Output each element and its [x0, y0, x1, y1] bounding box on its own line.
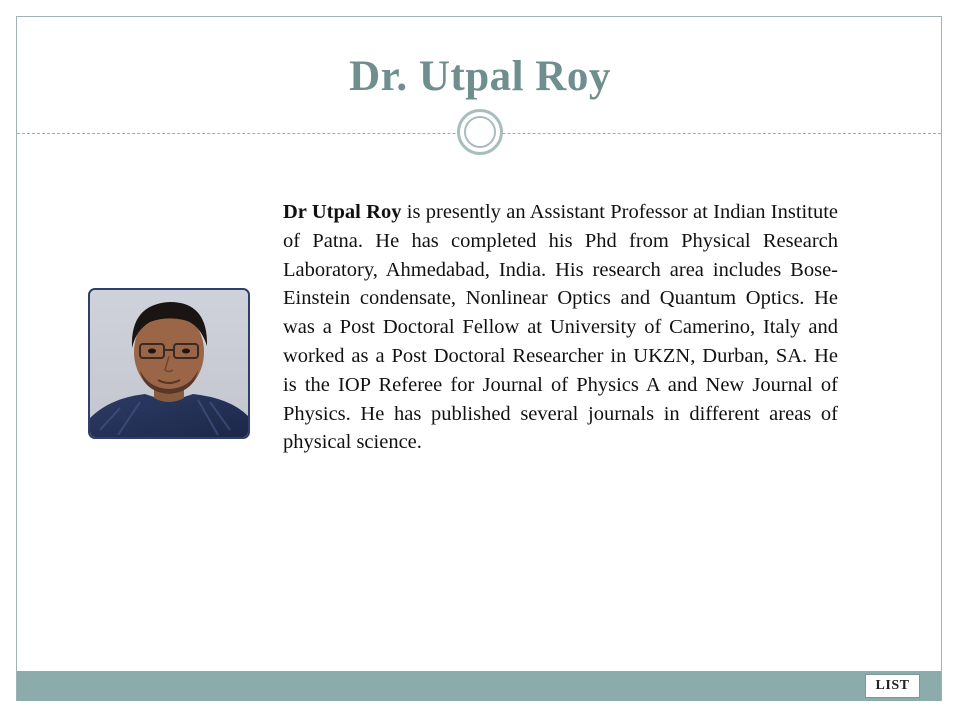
slide-title: Dr. Utpal Roy: [349, 53, 611, 100]
ring-ornament-icon: [457, 109, 503, 155]
bio-text: is presently an Assistant Professor at Indian Institute of Patna. He has completed his Phd from Physical Research Laboratory, Ahmedabad, India. His research area includes Bose-Einstein condensate, Nonlinear Optics and Quantum Optics. He was a Post Doctoral Fellow at University of Camerino, Italy and worked as a Post Doctoral Researcher in UKZN, Durban, SA. He is the IOP Referee for Journal of Physics A and New Journal of Physics. He has published several journals in different areas of physical science.: [283, 201, 838, 454]
bio-paragraph: [283, 198, 838, 457]
person-portrait-icon: [90, 290, 248, 437]
footer-bar: [17, 671, 941, 701]
bio-name: Dr Utpal Roy: [283, 201, 402, 223]
portrait-photo: [88, 288, 250, 439]
list-button[interactable]: LIST: [865, 674, 920, 698]
